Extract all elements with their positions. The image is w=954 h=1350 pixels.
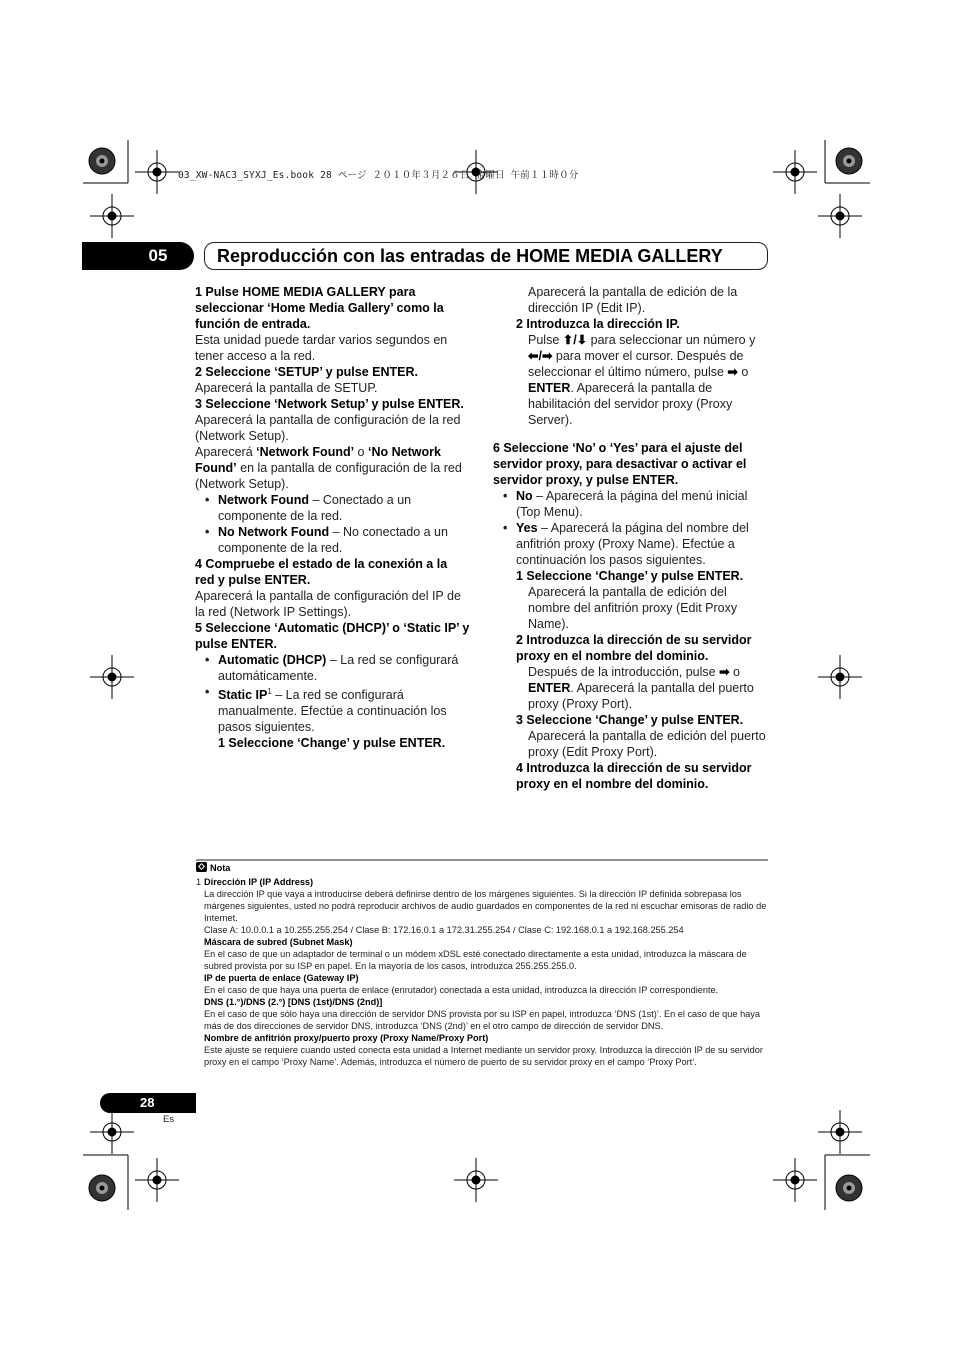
language-code: Es xyxy=(163,1114,175,1125)
note-text-subnet: En el caso de que un adaptador de terminal o un módem xDSL esté conectado directamente a esta unidad, introduzca la máscara de subred provista por su ISP en papel. En la mayoría de los casos, introduzca 255.255.255.0. xyxy=(204,949,747,971)
substep-2-heading: 2 Introduzca la dirección IP. xyxy=(516,317,680,331)
note-heading-dns: DNS (1.°)/DNS (2.°) [DNS (1st)/DNS (2nd)] xyxy=(204,997,383,1007)
proxy-step-2-heading: 2 Introduzca la dirección de su servidor proxy en el nombre del dominio. xyxy=(516,633,752,663)
proxy-step-1-heading: 1 Seleccione ‘Change’ y pulse ENTER. xyxy=(516,569,744,583)
step-5-heading: 5 Seleccione ‘Automatic (DHCP)’ o ‘Static IP’ y pulse ENTER. xyxy=(195,621,470,651)
substep-2-text: Pulse ⬆/⬇ para seleccionar un número y ⬅/➡ para mover el cursor. Después de seleccionar el último número, pulse ➡ o ENTER. Aparecerá la pantalla de habilitación del servidor proxy (Proxy Server). xyxy=(528,333,756,427)
note-label: Nota xyxy=(210,863,231,873)
file-info-line: 03_XW-NAC3_SYXJ_Es.book 28 ページ ２０１０年３月２６日 金曜日 午前１１時０分 xyxy=(178,170,579,181)
step-6-heading: 6 Seleccione ‘No’ o ‘Yes’ para el ajuste del servidor proxy, para desactivar o activar el servidor proxy, y pulse ENTER. xyxy=(493,441,747,487)
arrow-left-right-icon: ⬅/➡ xyxy=(528,349,553,363)
note-text-ip: La dirección IP que vaya a introducirse deberá definirse dentro de los márgenes siguientes. Si la dirección IP definida sobrepasa los márgenes siguientes, usted no podrá reproducir archivos de audio guardados en componentes de la red ni escuchar emisoras de radio de Internet. xyxy=(204,889,767,923)
chapter-number: 05 xyxy=(82,242,194,270)
step-4-heading: 4 Compruebe el estado de la conexión a la red y pulse ENTER. xyxy=(195,557,448,587)
note-heading-subnet: Máscara de subred (Subnet Mask) xyxy=(204,937,353,947)
chapter-title: Reproducción con las entradas de HOME MEDIA GALLERY xyxy=(204,242,768,270)
bullet-no: • No – Aparecerá la página del menú inicial (Top Menu). xyxy=(503,489,748,519)
bullet-no-network-found: • No Network Found – No conectado a un componente de la red. xyxy=(205,525,448,555)
proxy-step-1-text: Aparecerá la pantalla de edición del nombre del anfitrión proxy (Edit Proxy Name). xyxy=(528,585,738,631)
proxy-step-3-text: Aparecerá la pantalla de edición del puerto proxy (Edit Proxy Port). xyxy=(528,729,766,759)
arrow-right-icon: ➡ xyxy=(719,665,730,679)
proxy-step-4-heading: 4 Introduzca la dirección de su servidor proxy en el nombre del dominio. xyxy=(516,761,752,791)
bullet-yes: • Yes – Aparecerá la página del nombre del anfitrión proxy (Proxy Name). Efectúe a continuación los pasos siguientes. xyxy=(503,521,749,567)
step-3-text-2: Aparecerá ‘Network Found’ o ‘No Network Found’ en la pantalla de configuración de la red (Network Setup). xyxy=(195,445,462,491)
step-4-text: Aparecerá la pantalla de configuración del IP de la red (Network IP Settings). xyxy=(195,589,461,619)
left-column xyxy=(195,284,470,751)
substep-1-text: Aparecerá la pantalla de edición de la dirección IP (Edit IP). xyxy=(528,285,738,315)
note-text-ip-classes: Clase A: 10.0.0.1 a 10.255.255.254 / Clase B: 172.16.0.1 a 172.31.255.254 / Clase C: 192.168.0.1 a 192.168.255.254 xyxy=(204,925,684,935)
step-2-heading: 2 Seleccione ‘SETUP’ y pulse ENTER. xyxy=(195,365,418,379)
note-text-proxy: Este ajuste se requiere cuando usted conecta esta unidad a Internet mediante un servidor proxy. Introduzca la dirección IP de su servidor proxy en el campo ‘Proxy Name’. Además, introduzca el número de puerto de su servidor proxy en el campo ‘Proxy Port’. xyxy=(204,1045,763,1067)
step-3-heading: 3 Seleccione ‘Network Setup’ y pulse ENTER. xyxy=(195,397,464,411)
note-number: 1 xyxy=(196,877,202,887)
proxy-step-2-text: Después de la introducción, pulse ➡ o ENTER. Aparecerá la pantalla del puerto proxy (Proxy Port). xyxy=(528,665,754,711)
note-heading-proxy: Nombre de anfitrión proxy/puerto proxy (Proxy Name/Proxy Port) xyxy=(204,1033,489,1043)
arrow-right-icon: ➡ xyxy=(727,365,738,379)
note-section xyxy=(196,862,768,1068)
bullet-network-found: • Network Found – Conectado a un componente de la red. xyxy=(205,493,412,523)
bullet-automatic-dhcp: • Automatic (DHCP) – La red se configurará automáticamente. xyxy=(205,653,459,683)
note-heading-gateway: IP de puerta de enlace (Gateway IP) xyxy=(204,973,359,983)
bullet-static-ip: • Static $IP^1$ – La red se configurará manualmente. Efectúe a continuación los pasos siguientes. xyxy=(205,685,447,735)
page-number: 28 xyxy=(100,1093,196,1113)
substep-1-change: 1 Seleccione ‘Change’ y pulse ENTER. xyxy=(218,736,446,751)
note-text-gateway: En el caso de que haya una puerta de enlace (enrutador) conectada a esta unidad, introduzca la dirección IP correspondiente. xyxy=(204,985,719,995)
note-text-dns: En el caso de que sólo haya una dirección de servidor DNS provista por su ISP en papel, introduzca ‘DNS (1st)’. En el caso de que haya más de dos direcciones de servidor DNS, introduzca ‘DNS (2nd)’ en el otro campo de dirección de servidor DNS. xyxy=(204,1009,760,1031)
step-1-text: Esta unidad puede tardar varios segundos en tener acceso a la red. xyxy=(195,333,448,363)
step-3-text: Aparecerá la pantalla de configuración de la red (Network Setup). xyxy=(195,413,461,443)
note-icon xyxy=(196,862,207,872)
note-heading-ip: Dirección IP (IP Address) xyxy=(204,877,314,887)
proxy-step-3-heading: 3 Seleccione ‘Change’ y pulse ENTER. xyxy=(516,713,744,727)
arrow-up-down-icon: ⬆/⬇ xyxy=(562,333,588,347)
step-1-heading: 1 Pulse HOME MEDIA GALLERY para seleccionar ‘Home Media Gallery’ como la función de entrada. xyxy=(195,285,444,331)
right-column xyxy=(493,284,768,792)
step-2-text: Aparecerá la pantalla de SETUP. xyxy=(195,381,378,395)
